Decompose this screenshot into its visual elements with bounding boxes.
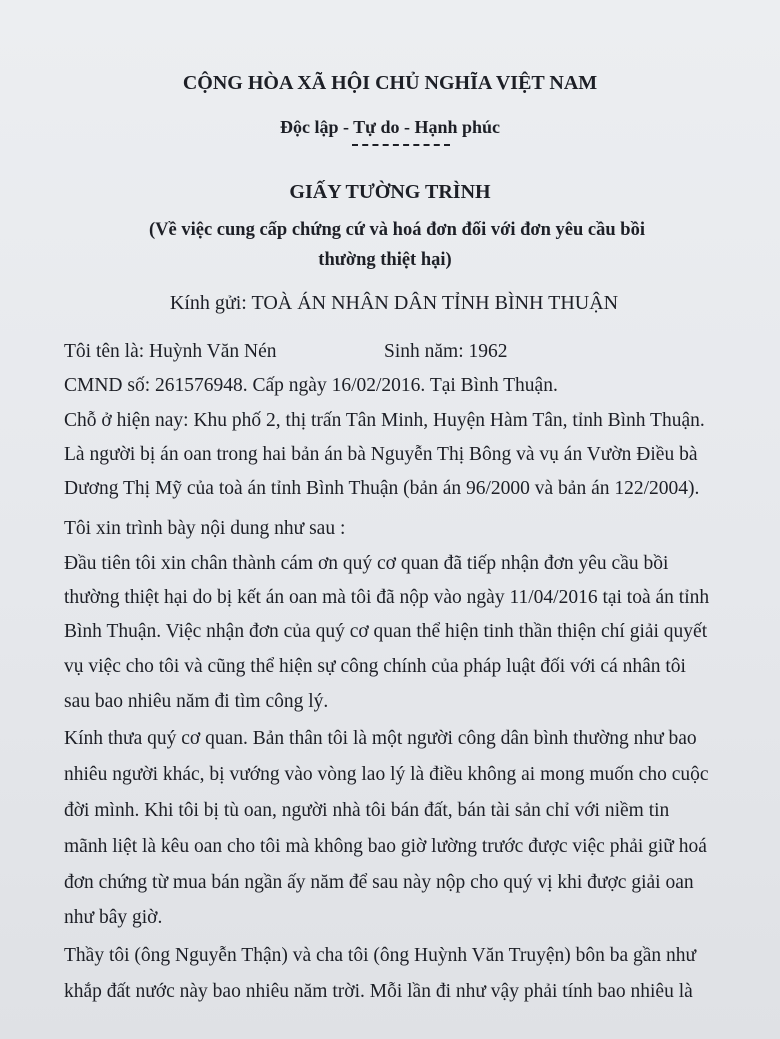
motto-divider [352, 144, 450, 146]
paragraph-3-line: Thầy tôi (ông Nguyễn Thận) và cha tôi (ông Huỳnh Văn Truyện) bôn ba gần như [64, 945, 697, 966]
national-motto: Độc lập - Tự do - Hạnh phúc [279, 117, 501, 137]
birth-year-field: Sinh năm: 1962 [384, 341, 508, 362]
paragraph-2-line: mãnh liệt là kêu oan cho tôi mà không bao giờ lường trước được việc phải giữ hoá [64, 836, 707, 857]
paragraph-2-line: nhiêu người khác, bị vướng vào vòng lao lý là điều không ai mong muốn cho cuộc [64, 764, 709, 785]
id-card-field: CMND số: 261576948. Cấp ngày 16/02/2016. Tại Bình Thuận. [64, 375, 558, 396]
paragraph-2-line: Kính thưa quý cơ quan. Bản thân tôi là một người công dân bình thường như bao [64, 728, 697, 749]
paragraph-1-line: Bình Thuận. Việc nhận đơn của quý cơ quan thể hiện tinh thần thiện chí giải quyết [64, 621, 708, 642]
addressee-line: Kính gửi: TOÀ ÁN NHÂN DÂN TỈNH BÌNH THUẬN [169, 292, 619, 314]
paragraph-2-line: đời mình. Khi tôi bị tù oan, người nhà tôi bán đất, bán tài sản chỉ với niềm tin [64, 800, 670, 821]
document-subject-line-2: thường thiệt hại) [318, 250, 452, 270]
paragraph-2-line: đơn chứng từ mua bán ngần ấy năm để sau này nộp cho quý vị khi được giải oan [64, 872, 694, 893]
case-line-1: Là người bị án oan trong hai bản án bà Nguyễn Thị Bông và vụ án Vườn Điều bà [64, 444, 698, 465]
name-field: Tôi tên là: Huỳnh Văn Nén [64, 341, 277, 362]
intro-line: Tôi xin trình bày nội dung như sau : [64, 518, 346, 539]
case-line-2: Dương Thị Mỹ của toà án tỉnh Bình Thuận (bản án 96/2000 và bản án 122/2004). [64, 478, 700, 499]
document-title: GIẤY TƯỜNG TRÌNH [289, 181, 491, 203]
residence-field: Chỗ ở hiện nay: Khu phố 2, thị trấn Tân Minh, Huyện Hàm Tân, tỉnh Bình Thuận. [64, 410, 705, 431]
paragraph-1-line: sau bao nhiêu năm đi tìm công lý. [64, 691, 329, 712]
paragraph-1-line: thường thiệt hại do bị kết án oan mà tôi đã nộp vào ngày 11/04/2016 tại toà án tỉnh [64, 587, 710, 608]
paragraph-2-line: như bây giờ. [64, 907, 163, 928]
paragraph-1-line: vụ việc cho tôi và cũng thể hiện sự công chính của pháp luật đối với cá nhân tôi [64, 656, 686, 677]
document-subject-line-1: (Về việc cung cấp chứng cứ và hoá đơn đối với đơn yêu cầu bồi [149, 220, 645, 240]
paragraph-1-line: Đầu tiên tôi xin chân thành cám ơn quý cơ quan đã tiếp nhận đơn yêu cầu bồi [64, 553, 669, 574]
paragraph-3-line: khắp đất nước này bao nhiêu năm trời. Mỗi lần đi như vậy phải tính bao nhiêu là [64, 981, 693, 1002]
country-heading: CỘNG HÒA XÃ HỘI CHỦ NGHĨA VIỆT NAM [182, 72, 598, 94]
